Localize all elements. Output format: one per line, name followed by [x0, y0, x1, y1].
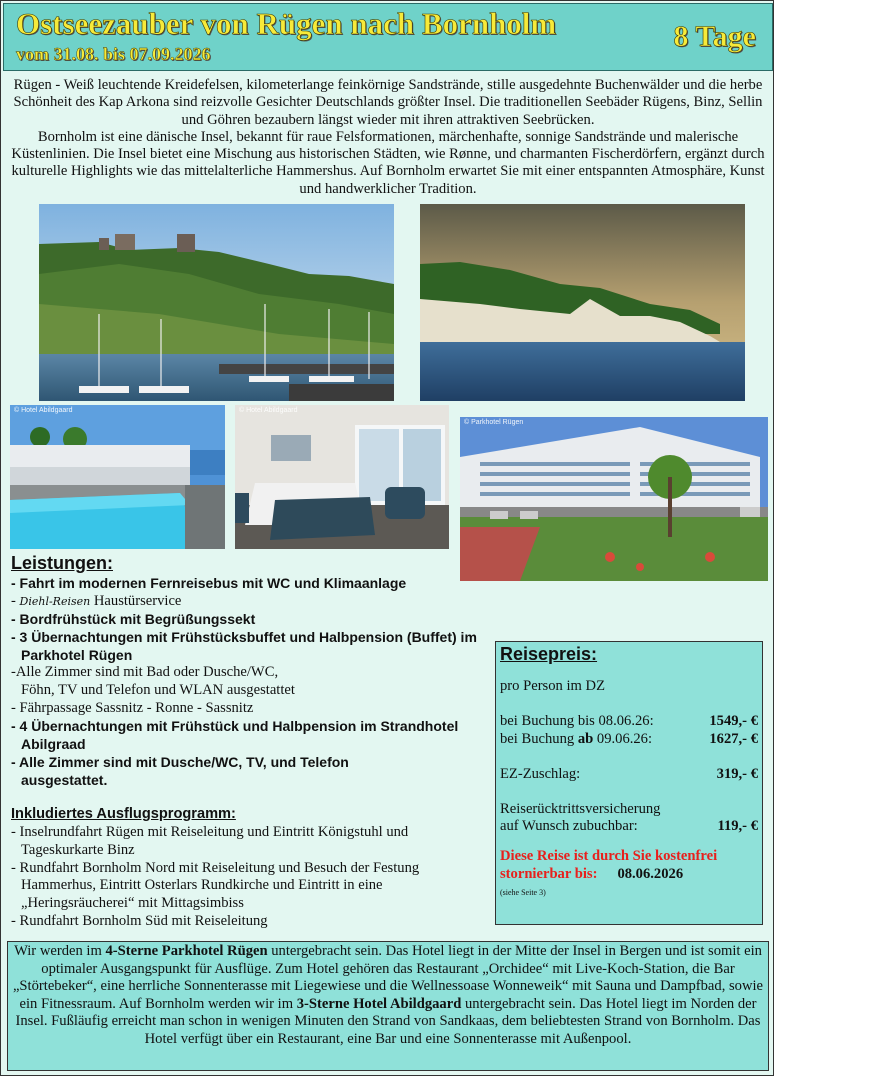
excursion-item-cont: „Heringsräucherei“ mit Mittagsimbiss	[21, 895, 244, 912]
page-reference: (siehe Seite 3)	[500, 888, 546, 898]
page-title: Ostseezauber von Rügen nach Bornholm	[16, 6, 557, 41]
intro-paragraph-ruegen: Rügen - Weiß leuchtende Kreidefelsen, kilometerlange feinkörnige Sandstrände, stille ausgedehnte Buchenwälder und die herbe Schönheit des Kap Arkona sind reizvolle Gesichter Deutschlands größter Insel. Die traditionellen Seebäder Rügens, Binz, Sellin und Göhren bezaubern längst wieder mit ihren attraktiven Seebrücken.	[13, 77, 763, 128]
dash: -	[11, 592, 20, 609]
price-label: EZ-Zuschlag:	[500, 765, 581, 782]
price-label: bei Buchung bis 08.06.26:	[500, 712, 654, 729]
price-label: auf Wunsch zubuchbar:	[500, 818, 638, 835]
price-row-insurance	[500, 818, 758, 836]
service-item-cont: Parkhotel Rügen	[21, 646, 133, 663]
cancellation-label: stornierbar bis:	[500, 866, 598, 883]
cancellation-date: 08.06.2026	[617, 866, 684, 883]
service-item: - Bordfrühstück mit Begrüßungssekt	[11, 610, 256, 627]
price-value: 1627,- €	[709, 730, 758, 747]
service-item-cont: Föhn, TV und Telefon und WLAN ausgestattet	[21, 682, 295, 699]
photo-chalk-cliffs	[420, 204, 745, 401]
service-item	[11, 593, 491, 611]
price-box	[495, 641, 763, 925]
service-item: - Alle Zimmer sind mit Dusche/WC, TV, und Telefon	[11, 753, 349, 770]
price-per-person: pro Person im DZ	[500, 677, 605, 694]
photo-hotel-room	[235, 405, 449, 549]
hotel-name-parkhotel: 4-Sterne Parkhotel Rügen	[105, 943, 268, 959]
excursion-item: - Rundfahrt Bornholm Süd mit Reiseleitung	[11, 913, 268, 930]
services-heading: Leistungen:	[11, 553, 113, 573]
service-item: - Fahrt im modernen Fernreisebus mit WC und Klimaanlage	[11, 574, 407, 591]
services-section	[11, 555, 491, 931]
hotel-name-abildgaard: 3-Sterne Hotel Abildgaard	[296, 995, 462, 1012]
price-row-early	[500, 713, 758, 731]
label-date: 09.06.26:	[593, 730, 653, 747]
travel-dates: vom 31.08. bis 07.09.2026	[16, 44, 211, 64]
label-bold: ab	[577, 730, 594, 747]
brand-name: Diehl-Reisen	[19, 594, 91, 608]
intro-paragraph-bornholm: Bornholm ist eine dänische Insel, bekannt für raue Felsformationen, märchenhafte, sonnige Sandstrände und malerische Küstenlinien. Die Insel bietet eine Mischung aus historischen Städten, wie Rønne, und charmanten Fischerdörfern, ergänzt durch kulturelle Highlights wie das mittelalterliche Hammershus. Auf Bornholm erwartet Sie mit einer entspannten Atmosphäre, Kunst und handwerklicher Tradition.	[11, 128, 765, 197]
price-row-late	[500, 731, 758, 749]
service-item: -Alle Zimmer sind mit Bad oder Dusche/WC,	[11, 664, 279, 681]
excursion-item-cont: Tageskurkarte Binz	[21, 841, 135, 858]
service-item: - 3 Übernachtungen mit Frühstücksbuffet und Halbpension (Buffet) im	[11, 628, 477, 645]
service-item: - Fährpassage Sassnitz - Ronne - Sassnitz	[11, 700, 254, 717]
label-text: bei Buchung	[500, 730, 578, 747]
description-text: untergebracht sein. Das Hotel liegt im Norden der Insel. Fußläufig erreicht man schon in wenigen Minuten den Strand von Sandkaas, dem beliebtesten Strand von Bornholm. Das Hotel verfügt über ein Restaurant, eine Bar und eine Sonnenterasse mit Außenpool.	[15, 995, 761, 1047]
excursion-item: - Inselrundfahrt Rügen mit Reiseleitung und Eintritt Königstuhl und	[11, 823, 409, 840]
price-value: 319,- €	[716, 765, 758, 782]
photo-credit: © Hotel Abildgaard	[14, 407, 73, 414]
cancellation-date-row	[500, 866, 758, 884]
photo-credit: © Parkhotel Rügen	[464, 419, 524, 426]
photo-parkhotel-ruegen	[460, 417, 768, 581]
intro-text	[7, 77, 769, 198]
price-row-single-supplement	[500, 766, 758, 784]
hotel-description	[7, 941, 769, 1071]
excursions-heading: Inkludiertes Ausflugsprogramm:	[11, 805, 236, 822]
price-heading: Reisepreis:	[500, 644, 598, 664]
header-banner	[3, 3, 773, 71]
description-text: untergebracht sein. Das Hotel liegt in der Mitte der Insel in Bergen und ist somit ein optimaler Ausgangspunkt für Ausflüge. Zum Hotel gehören das Restaurant „Orchidee“ mit Live-Koch-Station, die Bar „Störtebeker“, eine herrliche Sonnenterasse mit Liegewiese und die Wellnessoase Wonneweik“ mit Sauna und Dampfbad, sowie ein Fitnessraum. Auf Bornholm werden wir im	[12, 943, 764, 1012]
description-text: Wir werden im	[14, 943, 106, 959]
service-item-cont: ausgestattet.	[21, 771, 108, 788]
excursion-item: - Rundfahrt Bornholm Nord mit Reiseleitung und Besuch der Festung	[11, 859, 420, 876]
photo-credit: © Hotel Abildgaard	[239, 407, 298, 414]
insurance-label: Reiserücktrittsversicherung	[500, 800, 661, 817]
cancellation-note: Diese Reise ist durch Sie kostenfrei	[500, 848, 718, 865]
price-value: 119,- €	[717, 818, 758, 835]
trip-duration: 8 Tage	[673, 20, 756, 53]
excursion-item-cont: Hammerhus, Eintritt Osterlars Rundkirche und Eintritt in eine	[21, 877, 383, 894]
photo-abildgaard-pool	[10, 405, 225, 549]
price-label	[500, 731, 652, 749]
price-value: 1549,- €	[709, 712, 758, 729]
service-item-cont: Abilgraad	[21, 736, 86, 753]
photo-hammershus-harbour	[39, 204, 394, 401]
service-text: Haustürservice	[90, 592, 182, 609]
service-item: - 4 Übernachtungen mit Frühstück und Halbpension im Strandhotel	[11, 718, 459, 735]
